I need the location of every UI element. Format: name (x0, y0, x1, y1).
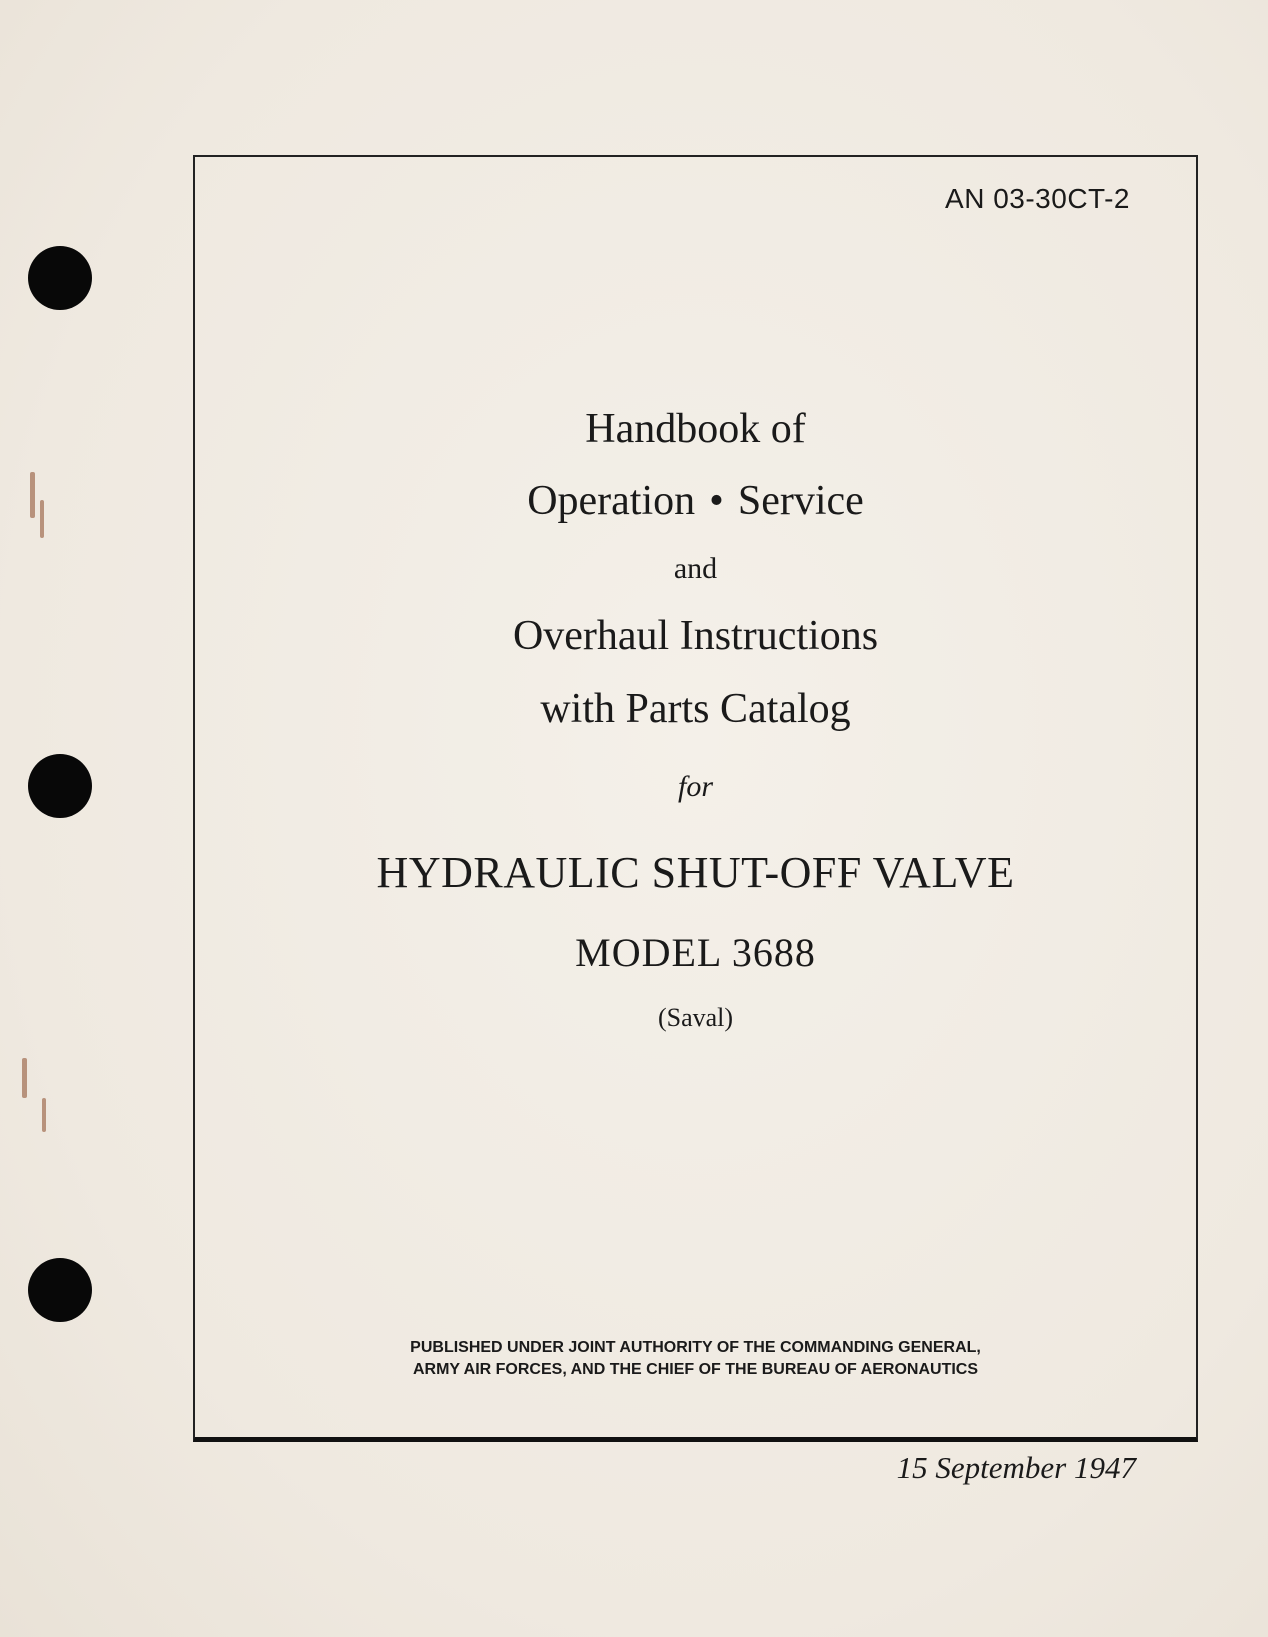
title-line-and: and (673, 552, 718, 585)
publication-date: 15 September 1947 (896, 1450, 1136, 1485)
title-line-operation-service (195, 477, 1196, 525)
title-line-parts-catalog: with Parts Catalog (540, 686, 851, 732)
rust-stain (30, 472, 35, 518)
cover-frame (193, 155, 1198, 1442)
bullet-separator: • (709, 478, 724, 524)
binder-hole-middle (28, 754, 92, 818)
document-number: AN 03-30CT-2 (945, 183, 1130, 214)
title-line-handbook: Handbook of (585, 406, 806, 452)
title-line-overhaul: Overhaul Instructions (512, 613, 879, 659)
title-line-for: for (677, 770, 713, 803)
authority-statement (195, 1337, 1196, 1381)
rust-stain (42, 1098, 46, 1132)
manufacturer: (Saval) (657, 1003, 734, 1032)
title-service: Service (737, 478, 864, 524)
authority-line-1: PUBLISHED UNDER JOINT AUTHORITY OF THE COMMANDING GENERAL, (410, 1339, 981, 1356)
model-number: MODEL 3688 (575, 930, 816, 975)
subject-title: HYDRAULIC SHUT-OFF VALVE (376, 848, 1015, 897)
binder-hole-bottom (28, 1258, 92, 1322)
title-operation: Operation (527, 478, 696, 524)
authority-line-2: ARMY AIR FORCES, AND THE CHIEF OF THE BUREAU OF AERONAUTICS (412, 1361, 979, 1378)
rust-stain (40, 500, 44, 538)
binder-hole-top (28, 246, 92, 310)
rust-stain (22, 1058, 27, 1098)
